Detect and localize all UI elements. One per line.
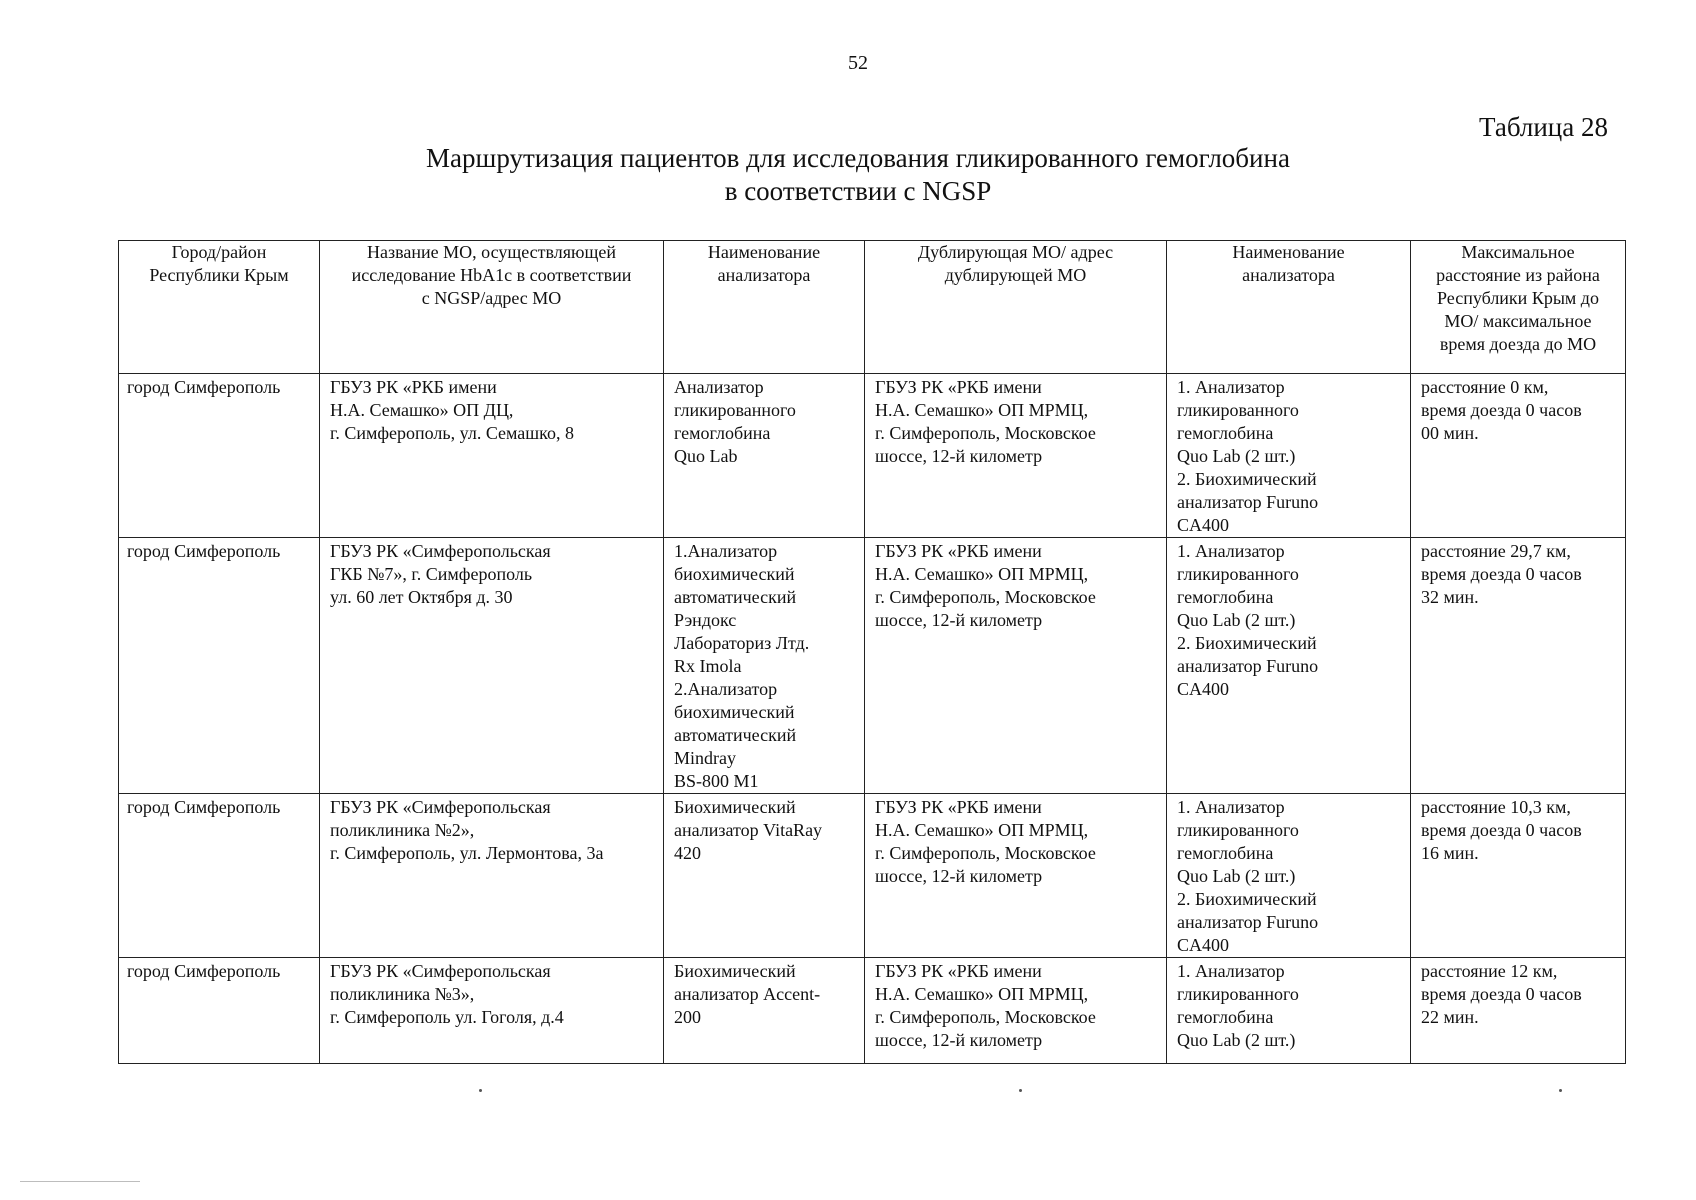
column-header-line: анализатора — [1242, 265, 1335, 285]
cell-line: биохимический — [674, 702, 795, 722]
cell-line: Quo Lab (2 шт.) — [1177, 866, 1296, 886]
cell-line: CA400 — [1177, 935, 1230, 955]
cell-line: ГКБ №7», г. Симферополь — [330, 564, 533, 584]
column-header — [1167, 241, 1411, 374]
column-header-line: исследование HbA1c в соответствии — [351, 265, 632, 285]
cell-line: ГБУЗ РК «Симферопольская — [330, 961, 551, 981]
column-header-line: Наименование — [1232, 242, 1345, 262]
cell-line: Н.А. Семашко» ОП МРМЦ, — [875, 820, 1089, 840]
cell-line: ГБУЗ РК «РКБ имени — [875, 961, 1042, 981]
cell-line: CA400 — [1177, 515, 1230, 535]
cell-line: Quo Lab (2 шт.) — [1177, 1030, 1296, 1050]
mo-cell — [320, 794, 664, 958]
cell-line: ГБУЗ РК «Симферопольская — [330, 797, 551, 817]
column-header-line: МО/ максимальное — [1444, 311, 1592, 331]
backup-mo-cell — [865, 794, 1167, 958]
cell-line: 1. Анализатор — [1177, 377, 1285, 397]
cell-line: Н.А. Семашко» ОП МРМЦ, — [875, 400, 1089, 420]
cell-line: Рэндокс — [674, 610, 737, 630]
cell-line: 1. Анализатор — [1177, 541, 1285, 561]
table-row — [119, 958, 1626, 1064]
cell-line: Биохимический — [674, 797, 796, 817]
cell-line: Анализатор — [674, 377, 764, 397]
column-header-line: Наименование — [707, 242, 821, 262]
column-header-line: дублирующей МО — [944, 265, 1087, 285]
cell-line: Quo Lab — [674, 446, 738, 466]
cell-line: поликлиника №2», — [330, 820, 475, 840]
column-header-line: время доезда до МО — [1439, 334, 1597, 354]
document-title-line: в соответствии с NGSP — [724, 176, 992, 206]
cell-line: город Симферополь — [127, 797, 281, 817]
cell-line: Биохимический — [674, 961, 796, 981]
table-row — [119, 794, 1626, 958]
cell-line: г. Симферополь, Московское — [875, 587, 1096, 607]
cell-line: 00 мин. — [1421, 423, 1479, 443]
cell-line: Quo Lab (2 шт.) — [1177, 610, 1296, 630]
backup-mo-cell — [865, 538, 1167, 794]
page-number: 52 — [848, 52, 868, 74]
analyzer-cell — [664, 794, 865, 958]
cell-line: анализатор Furuno — [1177, 492, 1319, 512]
cell-line: автоматический — [674, 587, 797, 607]
backup-analyzer-cell — [1167, 538, 1411, 794]
column-header-line: с NGSP/адрес МО — [421, 288, 562, 308]
cell-line: поликлиника №3», — [330, 984, 475, 1004]
cell-line: 1. Анализатор — [1177, 961, 1285, 981]
column-header-line: Дублирующая МО/ адрес — [917, 242, 1114, 262]
cell-line: расстояние 12 км, — [1421, 961, 1558, 981]
cell-line: ул. 60 лет Октября д. 30 — [330, 587, 513, 607]
cell-line: гликированного — [1177, 400, 1299, 420]
cell-line: гликированного — [1177, 564, 1299, 584]
table-row — [119, 374, 1626, 538]
table-header-row — [119, 241, 1626, 374]
cell-line: гемоглобина — [674, 423, 771, 443]
cell-line: гемоглобина — [1177, 843, 1274, 863]
cell-line: время доезда 0 часов — [1421, 400, 1582, 420]
cell-line: шоссе, 12-й километр — [875, 610, 1043, 630]
cell-line: шоссе, 12-й километр — [875, 1030, 1043, 1050]
cell-line: Quo Lab (2 шт.) — [1177, 446, 1296, 466]
distance-cell — [1411, 958, 1626, 1064]
column-header-line: Город/район — [171, 242, 267, 262]
cell-line: время доезда 0 часов — [1421, 820, 1582, 840]
distance-cell — [1411, 538, 1626, 794]
cell-line: город Симферополь — [127, 377, 281, 397]
cell-line: город Симферополь — [127, 961, 281, 981]
analyzer-cell — [664, 958, 865, 1064]
column-header-line: Название МО, осуществляющей — [367, 242, 616, 262]
city-cell — [119, 374, 320, 538]
cell-line: гемоглобина — [1177, 423, 1274, 443]
column-header-line: анализатора — [717, 265, 811, 285]
cell-line: 22 мин. — [1421, 1007, 1479, 1027]
cell-line: г. Симферополь, Московское — [875, 843, 1096, 863]
cell-line: Н.А. Семашко» ОП МРМЦ, — [875, 984, 1089, 1004]
cell-line: г. Симферополь, ул. Семашко, 8 — [330, 423, 574, 443]
column-header — [320, 241, 664, 374]
city-cell — [119, 538, 320, 794]
cell-line: 200 — [674, 1007, 701, 1027]
column-header-line: Республики Крым — [149, 265, 289, 285]
cell-line: анализатор Furuno — [1177, 656, 1319, 676]
cell-line: 2. Биохимический — [1177, 469, 1317, 489]
cell-line: расстояние 29,7 км, — [1421, 541, 1571, 561]
cell-line: Лабораториз Лтд. — [674, 633, 810, 653]
cell-line: г. Симферополь, Московское — [875, 1007, 1096, 1027]
cell-line: CA400 — [1177, 679, 1230, 699]
analyzer-cell — [664, 374, 865, 538]
cell-line: ГБУЗ РК «Симферопольская — [330, 541, 551, 561]
column-header — [119, 241, 320, 374]
cell-line: биохимический — [674, 564, 795, 584]
column-header-line: расстояние из района — [1436, 265, 1600, 285]
cell-line: Rx Imola — [674, 656, 742, 676]
scan-rule — [20, 1181, 140, 1182]
analyzer-cell — [664, 538, 865, 794]
mo-cell — [320, 538, 664, 794]
document-title — [300, 142, 1416, 208]
distance-cell — [1411, 374, 1626, 538]
cell-line: время доезда 0 часов — [1421, 564, 1582, 584]
backup-mo-cell — [865, 958, 1167, 1064]
city-cell — [119, 794, 320, 958]
cell-line: гликированного — [1177, 820, 1299, 840]
table-row — [119, 538, 1626, 794]
cell-line: анализатор VitaRay — [674, 820, 823, 840]
cell-line: 2. Биохимический — [1177, 889, 1317, 909]
table-label: Таблица 28 — [1479, 112, 1608, 142]
document-title-line: Маршрутизация пациентов для исследования гликированного гемоглобина — [426, 143, 1290, 173]
mo-cell — [320, 374, 664, 538]
column-header — [664, 241, 865, 374]
city-cell — [119, 958, 320, 1064]
cell-line: время доезда 0 часов — [1421, 984, 1582, 1004]
cell-line: шоссе, 12-й километр — [875, 446, 1043, 466]
cell-line: 420 — [674, 843, 701, 863]
cell-line: 2.Анализатор — [674, 679, 778, 699]
cell-line: 1.Анализатор — [674, 541, 778, 561]
cell-line: гемоглобина — [1177, 587, 1274, 607]
column-header-line: Максимальное — [1461, 242, 1575, 262]
distance-cell — [1411, 794, 1626, 958]
scan-dot — [479, 1089, 482, 1092]
column-header-line: Республики Крым до — [1437, 288, 1599, 308]
column-header — [1411, 241, 1626, 374]
cell-line: шоссе, 12-й километр — [875, 866, 1043, 886]
cell-line: гликированного — [674, 400, 796, 420]
scan-dot — [1559, 1089, 1562, 1092]
cell-line: ГБУЗ РК «РКБ имени — [875, 541, 1042, 561]
cell-line: г. Симферополь, Московское — [875, 423, 1096, 443]
cell-line: гликированного — [1177, 984, 1299, 1004]
mo-cell — [320, 958, 664, 1064]
cell-line: ГБУЗ РК «РКБ имени — [330, 377, 497, 397]
cell-line: город Симферополь — [127, 541, 281, 561]
cell-line: BS-800 M1 — [674, 771, 759, 791]
cell-line: расстояние 0 км, — [1421, 377, 1549, 397]
cell-line: расстояние 10,3 км, — [1421, 797, 1571, 817]
cell-line: гемоглобина — [1177, 1007, 1274, 1027]
cell-line: 1. Анализатор — [1177, 797, 1285, 817]
cell-line: 16 мин. — [1421, 843, 1479, 863]
cell-line: анализатор Furuno — [1177, 912, 1319, 932]
backup-analyzer-cell — [1167, 794, 1411, 958]
cell-line: ГБУЗ РК «РКБ имени — [875, 797, 1042, 817]
backup-mo-cell — [865, 374, 1167, 538]
column-header — [865, 241, 1167, 374]
cell-line: г. Симферополь ул. Гоголя, д.4 — [330, 1007, 564, 1027]
scan-dot — [1019, 1089, 1022, 1092]
cell-line: 2. Биохимический — [1177, 633, 1317, 653]
cell-line: ГБУЗ РК «РКБ имени — [875, 377, 1042, 397]
backup-analyzer-cell — [1167, 958, 1411, 1064]
routing-table — [118, 240, 1626, 1064]
cell-line: 32 мин. — [1421, 587, 1479, 607]
cell-line: Н.А. Семашко» ОП ДЦ, — [330, 400, 514, 420]
cell-line: анализатор Accent- — [674, 984, 821, 1004]
cell-line: автоматический — [674, 725, 797, 745]
cell-line: Mindray — [674, 748, 736, 768]
cell-line: Н.А. Семашко» ОП МРМЦ, — [875, 564, 1089, 584]
backup-analyzer-cell — [1167, 374, 1411, 538]
cell-line: г. Симферополь, ул. Лермонтова, 3а — [330, 843, 604, 863]
